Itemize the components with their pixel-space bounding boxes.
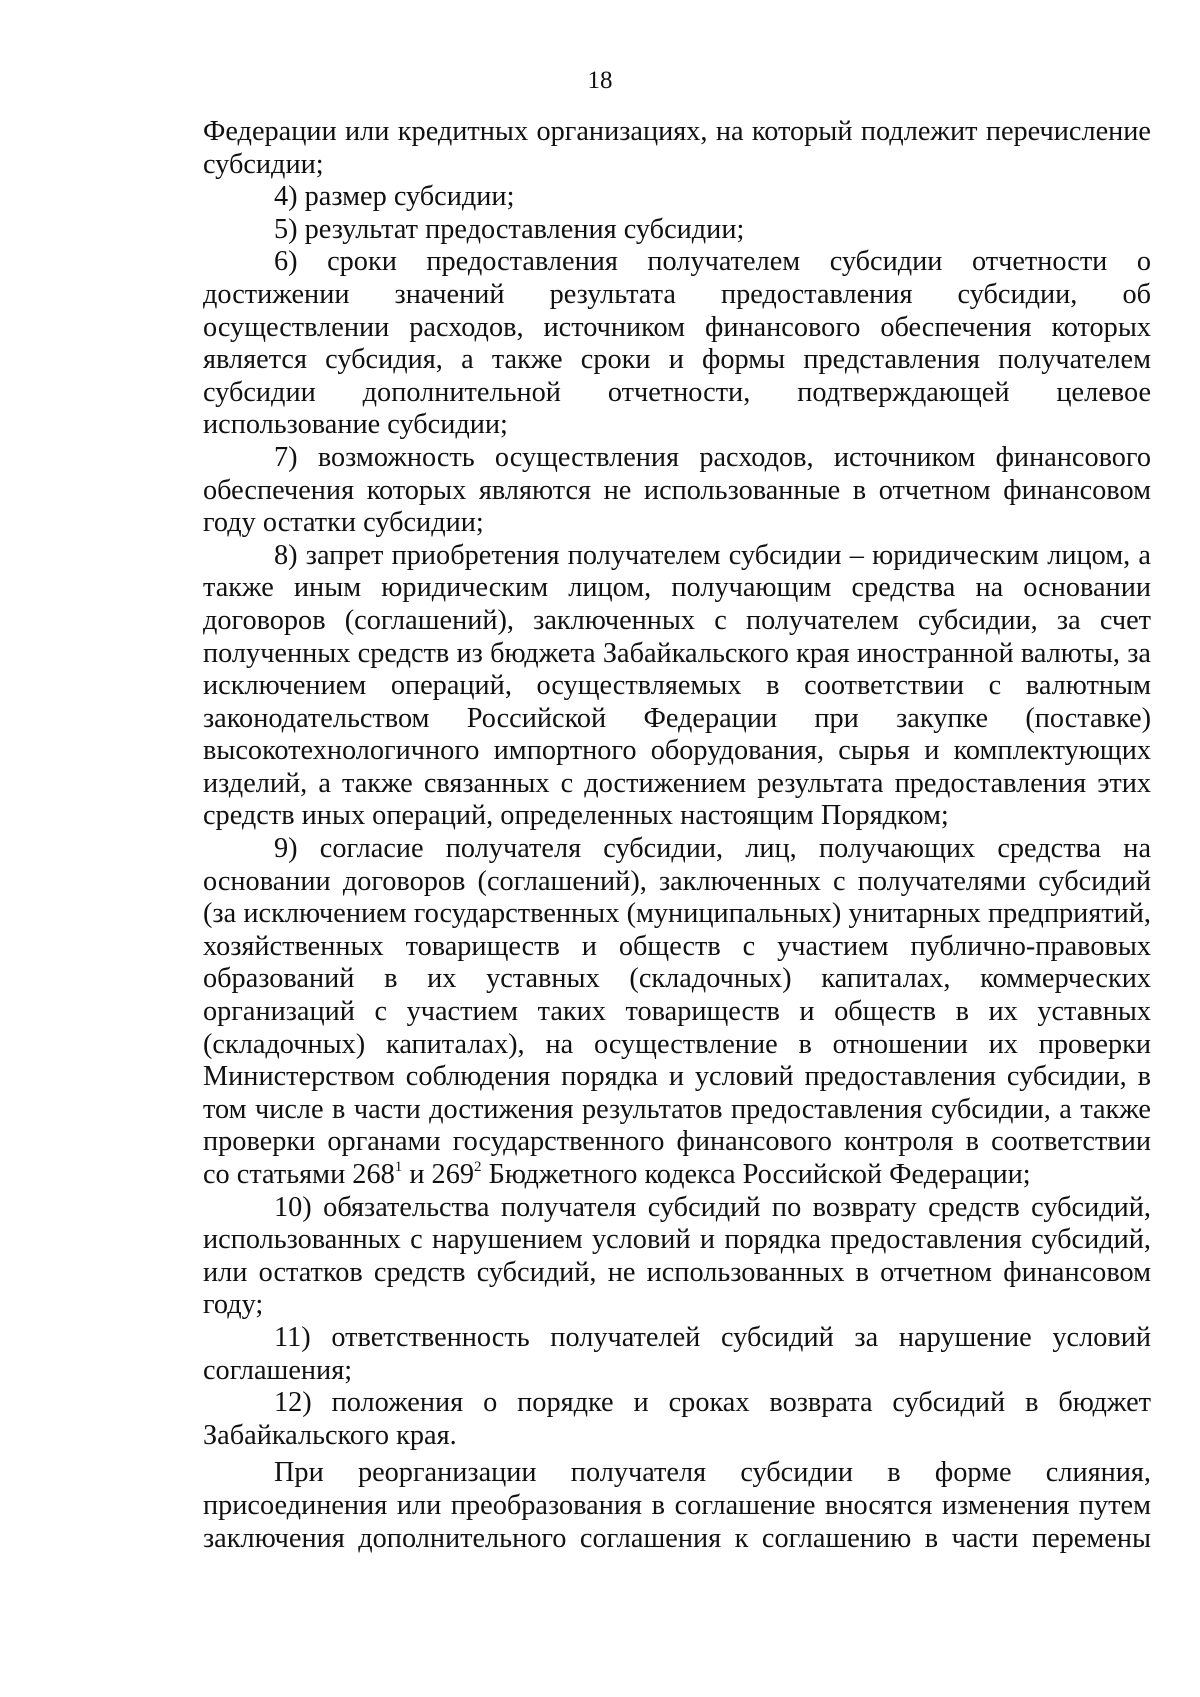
paragraph-item-4: 4) размер субсидии;: [274, 181, 515, 213]
paragraph-item-12: 12) положения о порядке и сроках возврата субсидий в бюджет Забайкальского края.: [203, 1387, 1151, 1451]
paragraph-reorganization: При реорганизации получателя субсидии в форме слияния, присоединения или преобразования в соглашение вносятся изменения путем заключения дополнительного соглашения к соглашению в части перемены: [203, 1457, 1151, 1554]
paragraph-item-9-text-start: 9) согласие получателя субсидии, лиц, получающих средства на основании договоров (соглашений), заключенных с получателями субсидий (за исключением государственных (муниципальных) унитарных предприятий, хозяйственных товариществ и обществ с участием публично-правовых образований в их уставных (складочных) капиталах, коммерческих организаций с участием таких товариществ и обществ в их уставных (складочных) капиталах), на осуществление в отношении их проверки Министерством соблюдения порядка и условий предоставления субсидии, в том числе в части достижения результатов предоставления субсидии, а также проверки органами государственного финансового контроля в соответствии со статьями 268: [203, 833, 1151, 1190]
superscript-2: 2: [474, 1159, 482, 1175]
paragraph-item-11: 11) ответственность получателей субсидий за нарушение условий соглашения;: [203, 1321, 1151, 1386]
superscript-1: 1: [394, 1159, 403, 1175]
paragraph-item-9-text-mid: и 269: [402, 1159, 474, 1190]
paragraph-item-7: 7) возможность осуществления расходов, источником финансового обеспечения которых являются не использованные в отчетном финансовом году остатки субсидии;: [203, 441, 1151, 539]
paragraph-item-10: 10) обязательства получателя субсидий по возврату средств субсидий, использованных с нарушением условий и порядка предоставления субсидий, или остатков средств субсидий, не использованных в отчетном финансовом году;: [203, 1191, 1151, 1321]
paragraph-item-8: 8) запрет приобретения получателем субсидии – юридическим лицом, а также иным юридическим лицом, получающим средства на основании договоров (соглашений), заключенных с получателем субсидии, за счет полученных средств из бюджета Забайкальского края иностранной валюты, за исключением операций, осуществляемых в соответствии с валютным законодательством Российской Федерации при закупке (поставке) высокотехнологичного импортного оборудования, сырья и комплектующих изделий, а также связанных с достижением результата предоставления этих средств иных операций, определенных настоящим Порядком;: [203, 539, 1151, 832]
paragraph-item-9: [203, 833, 1151, 1192]
paragraph-item-9-text-end: Бюджетного кодекса Российской Федерации;: [481, 1159, 1031, 1190]
paragraph-item-5: 5) результат предоставления субсидии;: [274, 213, 745, 245]
page-number: 18: [587, 67, 613, 94]
paragraph-item-6: 6) сроки предоставления получателем субсидии отчетности о достижении значений результата предоставления субсидии, об осуществлении расходов, источником финансового обеспечения которых является субсидия, а также сроки и формы представления получателем субсидии дополнительной отчетности, подтверждающей целевое использование субсидии;: [203, 246, 1151, 441]
document-body: [203, 116, 1151, 1555]
paragraph-continuation: Федерации или кредитных организациях, на который подлежит перечисление субсидии;: [203, 116, 1151, 180]
